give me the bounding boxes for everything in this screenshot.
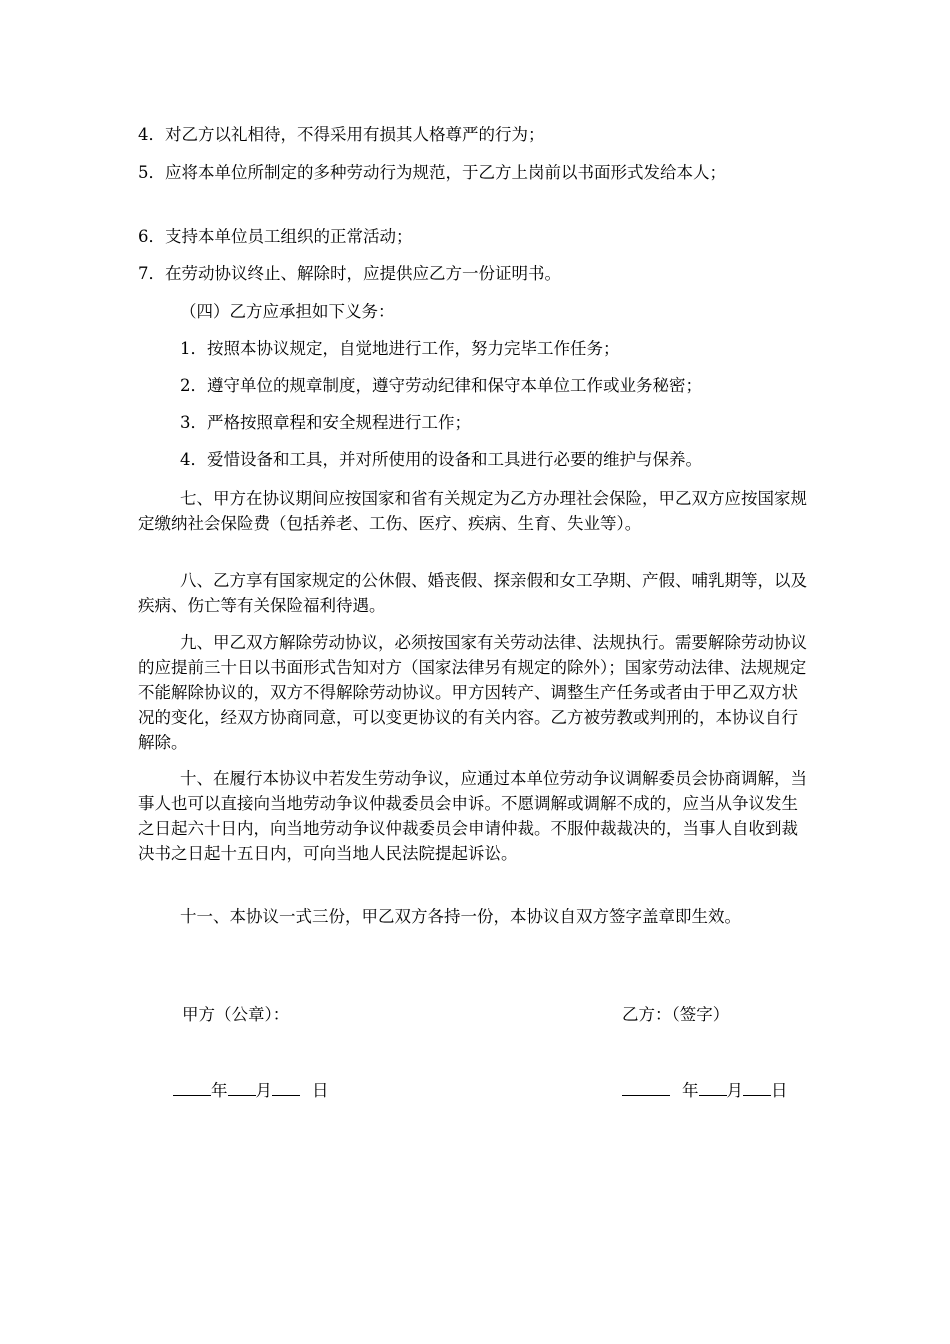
paragraph-obligation-2: 2．遵守单位的规章制度，遵守劳动纪律和保守本单位工作或业务秘密； [180, 376, 702, 395]
year-label: 年 [211, 1081, 228, 1100]
party-b-signature-label: 乙方：（签字） [622, 1005, 730, 1024]
year-blank [622, 1078, 670, 1096]
paragraph-duty-5: 5．应将本单位所制定的多种劳动行为规范，于乙方上岗前以书面形式发给本人； [138, 163, 726, 182]
section-heading-party-b-duties: （四）乙方应承担如下义务： [180, 302, 395, 321]
day-label: 日 [771, 1081, 788, 1100]
month-label: 月 [255, 1081, 272, 1100]
clause-eight: 八、乙方享有国家规定的公休假、婚丧假、探亲假和女工孕期、产假、哺乳期等，以及疾病、伤亡等有关保险福利待遇。 [138, 571, 807, 615]
clause-nine: 九、甲乙双方解除劳动协议，必须按国家有关劳动法律、法规执行。需要解除劳动协议的应提前三十日以书面形式告知对方（国家法律另有规定的除外）；国家劳动法律、法规规定不能解除协议的，双方不得解除劳动协议。甲方因转产、调整生产任务或者由于甲乙双方状况的变化，经双方协商同意，可以变更协议的有关内容。乙方被劳教或判刑的，本协议自行解除。 [138, 633, 807, 752]
paragraph-duty-6: 6．支持本单位员工组织的正常活动； [138, 227, 413, 246]
month-blank [228, 1078, 256, 1096]
clause-seven: 七、甲方在协议期间应按国家和省有关规定为乙方办理社会保险，甲乙双方应按国家规定缴纳社会保险费（包括养老、工伤、医疗、疾病、生育、失业等）。 [138, 489, 807, 533]
day-blank [272, 1078, 300, 1096]
day-blank [743, 1078, 771, 1096]
day-label: 日 [312, 1081, 329, 1100]
clause-eleven: 十一、本协议一式三份，甲乙双方各持一份，本协议自双方签字盖章即生效。 [180, 907, 741, 926]
paragraph-duty-7: 7．在劳动协议终止、解除时，应提供应乙方一份证明书。 [138, 264, 561, 283]
month-label: 月 [726, 1081, 743, 1100]
month-blank [699, 1078, 727, 1096]
party-a-date-line [173, 1078, 329, 1103]
party-b-date-line [622, 1078, 788, 1103]
paragraph-obligation-1: 1．按照本协议规定，自觉地进行工作，努力完毕工作任务； [180, 339, 620, 358]
clause-ten: 十、在履行本协议中若发生劳动争议，应通过本单位劳动争议调解委员会协商调解，当事人也可以直接向当地劳动争议仲裁委员会申诉。不愿调解或调解不成的，应当从争议发生之日起六十日内，向当地劳动争议仲裁委员会申请仲裁。不服仲裁裁决的，当事人自收到裁决书之日起十五日内，可向当地人民法院提起诉讼。 [138, 769, 807, 863]
year-blank [173, 1078, 211, 1096]
paragraph-duty-4: 4．对乙方以礼相待，不得采用有损其人格尊严的行为； [138, 125, 545, 144]
paragraph-obligation-4: 4．爱惜设备和工具，并对所使用的设备和工具进行必要的维护与保养。 [180, 450, 702, 469]
paragraph-obligation-3: 3．严格按照章程和安全规程进行工作； [180, 413, 471, 432]
party-a-seal-label: 甲方（公章）： [182, 1005, 290, 1024]
year-label: 年 [682, 1081, 699, 1100]
